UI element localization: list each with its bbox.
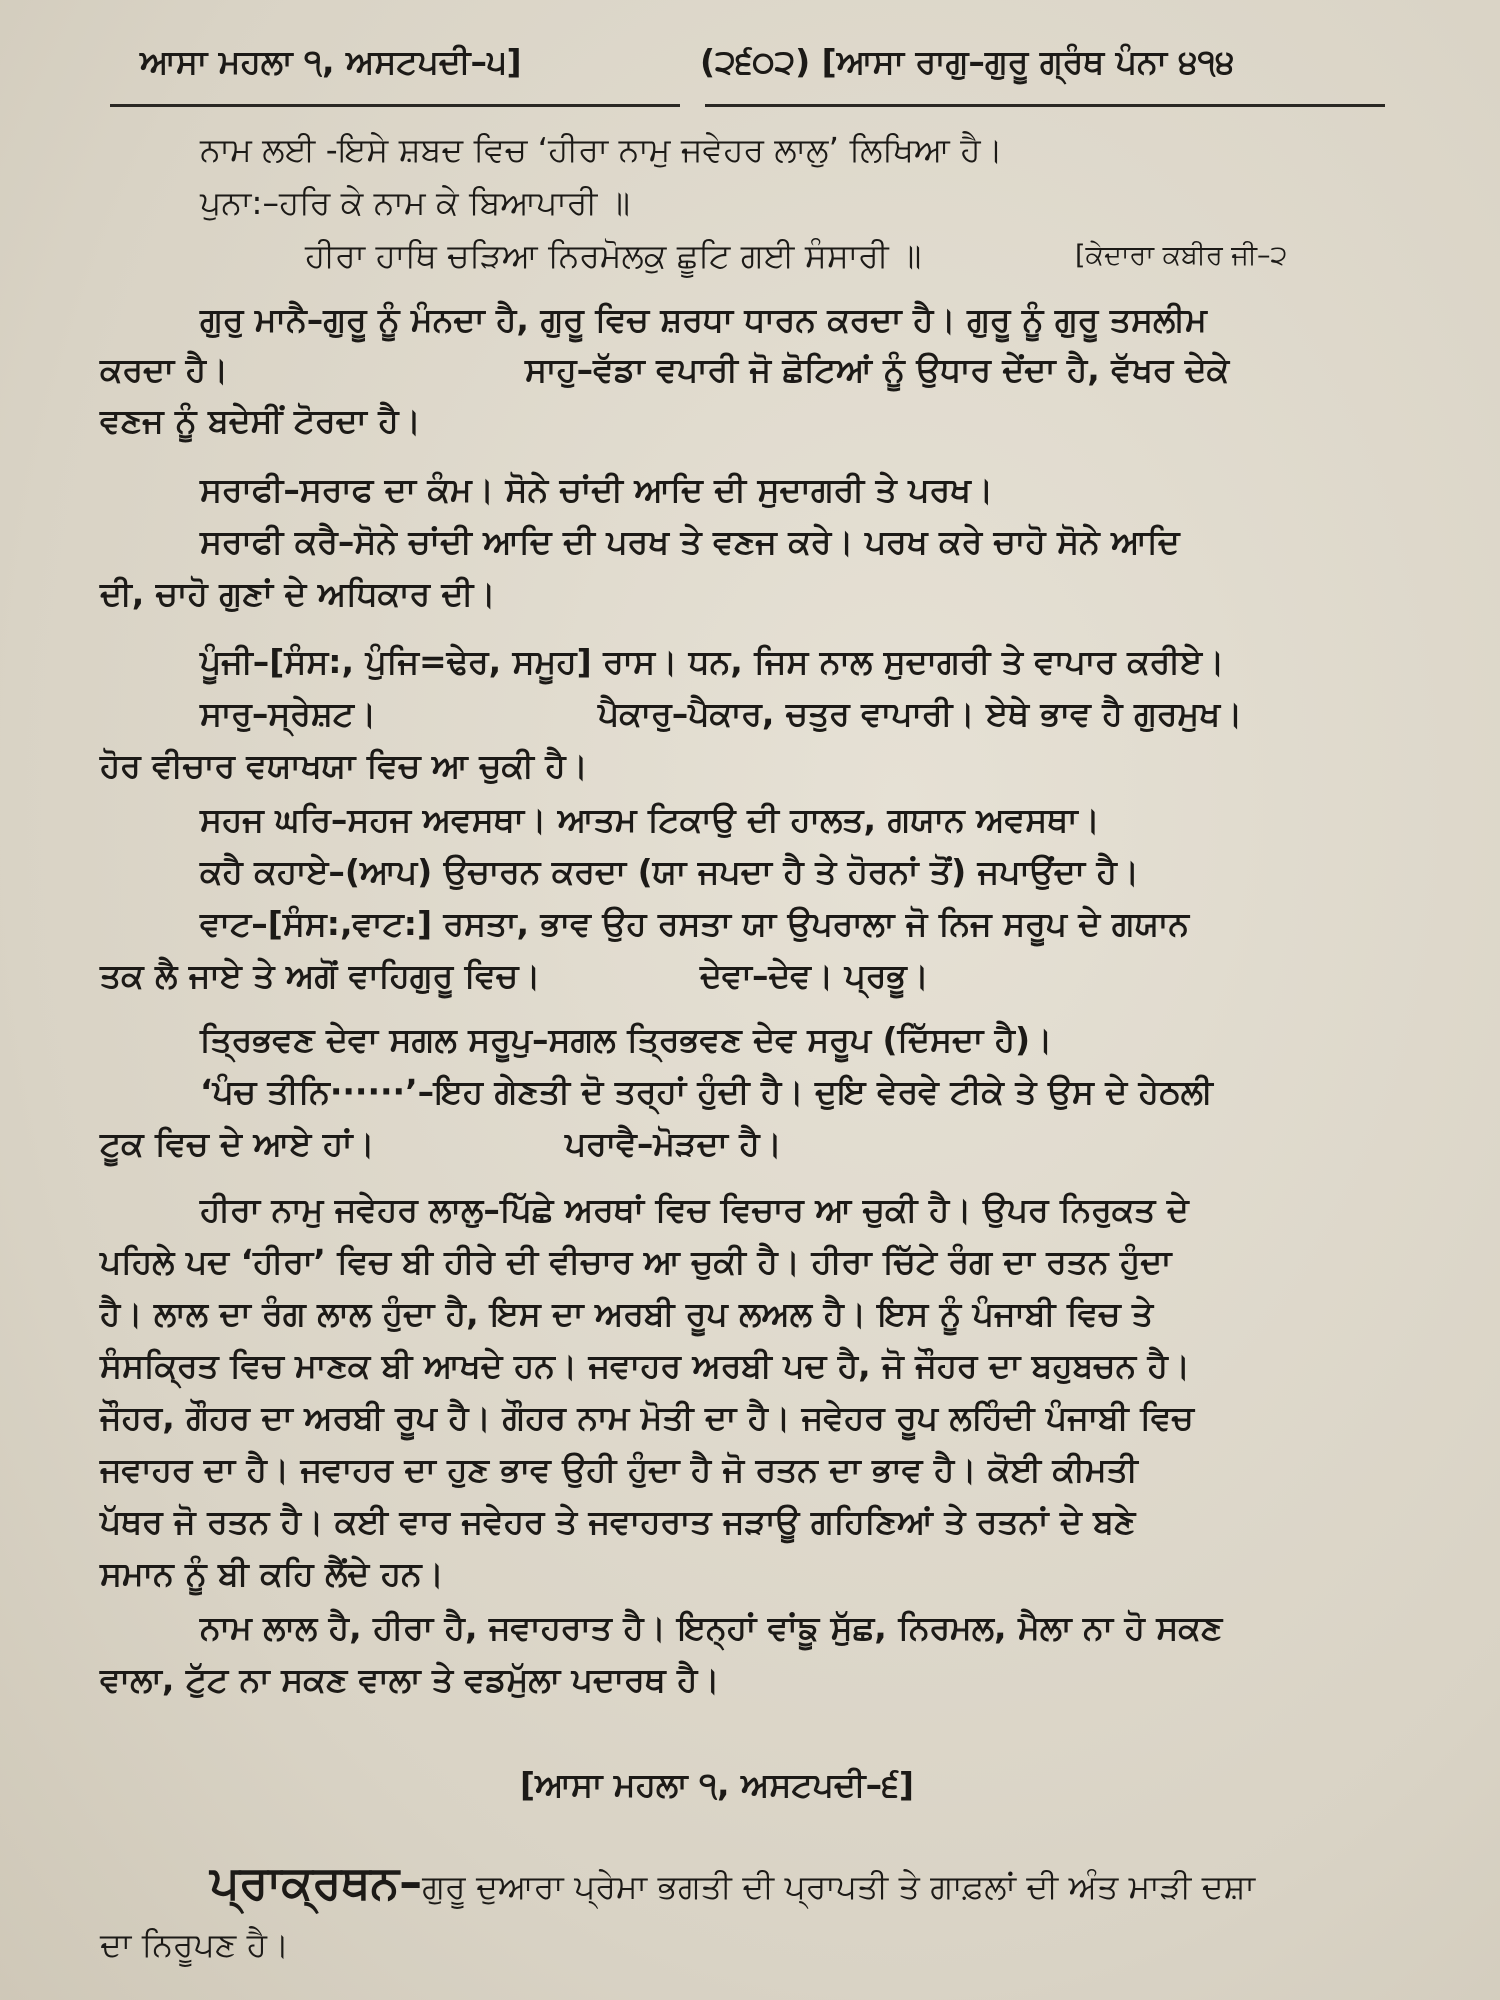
term-sahu: ਸਾਹੁ–ਵੱਡਾ ਵਪਾਰੀ ਜੋ ਛੋਟਿਆਂ ਨੂੰ ਉਧਾਰ ਦੇਂਦਾ ਹੈ, ਵੱਖਰ ਦੇਕੇ (525, 350, 1230, 389)
header-rule-left (110, 104, 680, 107)
term-saru: ਸਾਰੁ–ਸ੍ਰੇਸ਼ਟ। (200, 694, 377, 733)
term-tribhavan: ਤ੍ਰਿਭਵਣ ਦੇਵਾ ਸਗਲ ਸਰੂਪੁ–ਸਗਲ ਤ੍ਰਿਭਵਣ ਦੇਵ ਸਰੂਪ (ਦਿੱਸਦਾ ਹੈ)। (200, 1020, 1053, 1059)
term-paikaru: ਪੈਕਾਰੁ–ਪੈਕਾਰ, ਚਤੁਰ ਵਾਪਾਰੀ। ਏਥੇ ਭਾਵ ਹੈ ਗੁਰਮੁਖ। (598, 694, 1243, 733)
term-sarafi-karai: ਸਰਾਫੀ ਕਰੈ–ਸੋਨੇ ਚਾਂਦੀ ਆਦਿ ਦੀ ਪਰਖ ਤੇ ਵਣਜ ਕਰੇ। ਪਰਖ ਕਰੇ ਚਾਹੋ ਸੋਨੇ ਆਦਿ (200, 522, 1180, 561)
term-sarafi: ਸਰਾਫੀ–ਸਰਾਫ ਦਾ ਕੰਮ। ਸੋਨੇ ਚਾਂਦੀ ਆਦਿ ਦੀ ਸੁਦਾਗਰੀ ਤੇ ਪਰਖ। (200, 470, 994, 509)
text-line: ਹੈ। ਲਾਲ ਦਾ ਰੰਗ ਲਾਲ ਹੁੰਦਾ ਹੈ, ਇਸ ਦਾ ਅਰਬੀ ਰੂਪ ਲਅਲ ਹੈ। ਇਸ ਨੂੰ ਪੰਜਾਬੀ ਵਿਚ ਤੇ (100, 1294, 1154, 1333)
header-rule-right (705, 104, 1385, 107)
prakathan-text: ਗੁਰੂ ਦੁਆਰਾ ਪ੍ਰੇਮਾ ਭਗਤੀ ਦੀ ਪ੍ਰਾਪਤੀ ਤੇ ਗਾਫ਼ਲਾਂ ਦੀ ਅੰਤ ਮਾੜੀ ਦਸ਼ਾ (422, 1867, 1256, 1906)
text-line: ਜੌਹਰ, ਗੌਹਰ ਦਾ ਅਰਬੀ ਰੂਪ ਹੈ। ਗੌਹਰ ਨਾਮ ਮੋਤੀ ਦਾ ਹੈ। ਜਵੇਹਰ ਰੂਪ ਲਹਿੰਦੀ ਪੰਜਾਬੀ ਵਿਚ (100, 1398, 1194, 1437)
term-heera-naam: ਹੀਰਾ ਨਾਮੁ ਜਵੇਹਰ ਲਾਲੁ–ਪਿੱਛੇ ਅਰਥਾਂ ਵਿਚ ਵਿਚਾਰ ਆ ਚੁਕੀ ਹੈ। ਉਪਰ ਨਿਰੁਕਤ ਦੇ (200, 1190, 1189, 1229)
text-line: ਸਮਾਨ ਨੂੰ ਬੀ ਕਹਿ ਲੈਂਦੇ ਹਨ। (100, 1554, 444, 1593)
term-gur-manai: ਗੁਰੁ ਮਾਨੈ–ਗੁਰੂ ਨੂੰ ਮੰਨਦਾ ਹੈ, ਗੁਰੂ ਵਿਚ ਸ਼ਰਧਾ ਧਾਰਨ ਕਰਦਾ ਹੈ। ਗੁਰੂ ਨੂੰ ਗੁਰੂ ਤਸਲੀਮ (200, 300, 1207, 339)
verse-line: ਹੀਰਾ ਹਾਥਿ ਚੜਿਆ ਨਿਰਮੋਲਕੁ ਛੂਟਿ ਗਈ ਸੰਸਾਰੀ ॥ (305, 236, 922, 275)
term-punji: ਪੂੰਜੀ–[ਸੰਸ:, ਪੁੰਜਿ=ਢੇਰ, ਸਮੂਹ] ਰਾਸ। ਧਨ, ਜਿਸ ਨਾਲ ਸੁਦਾਗਰੀ ਤੇ ਵਾਪਾਰ ਕਰੀਏ। (200, 642, 1225, 681)
text-line: ਕਰਦਾ ਹੈ। (100, 350, 229, 389)
text-line: ਟੂਕ ਵਿਚ ਦੇ ਆਏ ਹਾਂ। (100, 1124, 375, 1163)
term-deva: ਦੇਵਾ–ਦੇਵ। ਪ੍ਰਭੂ। (700, 956, 929, 995)
term-paravai: ਪਰਾਵੈ–ਮੋੜਦਾ ਹੈ। (565, 1124, 782, 1163)
text-line: ਪੱਥਰ ਜੋ ਰਤਨ ਹੈ। ਕਈ ਵਾਰ ਜਵੇਹਰ ਤੇ ਜਵਾਹਰਾਤ ਜੜਾਊ ਗਹਿਣਿਆਂ ਤੇ ਰਤਨਾਂ ਦੇ ਬਣੇ (100, 1502, 1136, 1541)
text-line: ਜਵਾਹਰ ਦਾ ਹੈ। ਜਵਾਹਰ ਦਾ ਹੁਣ ਭਾਵ ਉਹੀ ਹੁੰਦਾ ਹੈ ਜੋ ਰਤਨ ਦਾ ਭਾਵ ਹੈ। ਕੋਈ ਕੀਮਤੀ (100, 1450, 1138, 1489)
text-line: ਤਕ ਲੈ ਜਾਏ ਤੇ ਅਗੋਂ ਵਾਹਿਗੁਰੂ ਵਿਚ। (100, 956, 541, 995)
text-line: ਵਣਜ ਨੂੰ ਬਦੇਸੀਂ ਟੋਰਦਾ ਹੈ। (100, 401, 421, 440)
text-line: ਪੁਨਾ:–ਹਰਿ ਕੇ ਨਾਮ ਕੇ ਬਿਆਪਾਰੀ ॥ (200, 183, 631, 222)
text-line: ਦੀ, ਚਾਹੋ ਗੁਣਾਂ ਦੇ ਅਧਿਕਾਰ ਦੀ। (100, 574, 496, 613)
prakathan-paragraph (210, 1852, 1255, 1917)
text-line: ਨਾਮ ਲਾਲ ਹੈ, ਹੀਰਾ ਹੈ, ਜਵਾਹਰਾਤ ਹੈ। ਇਨ੍ਹਾਂ ਵਾਂਙੂ ਸੁੱਛ, ਨਿਰਮਲ, ਮੈਲਾ ਨਾ ਹੋ ਸਕਣ (200, 1608, 1223, 1647)
term-vat: ਵਾਟ–[ਸੰਸ:,ਵਾਟ:] ਰਸਤਾ, ਭਾਵ ਉਹ ਰਸਤਾ ਯਾ ਉਪਰਾਲਾ ਜੋ ਨਿਜ ਸਰੂਪ ਦੇ ਗਯਾਨ (200, 904, 1190, 943)
text-line: ਪਹਿਲੇ ਪਦ ‘ਹੀਰਾ’ ਵਿਚ ਬੀ ਹੀਰੇ ਦੀ ਵੀਚਾਰ ਆ ਚੁਕੀ ਹੈ। ਹੀਰਾ ਚਿੱਟੇ ਰੰਗ ਦਾ ਰਤਨ ਹੁੰਦਾ (100, 1242, 1172, 1281)
text-line: ਸੰਸਕ੍ਰਿਤ ਵਿਚ ਮਾਣਕ ਬੀ ਆਖਦੇ ਹਨ। ਜਵਾਹਰ ਅਰਬੀ ਪਦ ਹੈ, ਜੋ ਜੌਹਰ ਦਾ ਬਹੁਬਚਨ ਹੈ। (100, 1346, 1191, 1385)
text-line: ਹੋਰ ਵੀਚਾਰ ਵਯਾਖਯਾ ਵਿਚ ਆ ਚੁਕੀ ਹੈ। (100, 746, 588, 785)
term-kahai-kahae: ਕਹੈ ਕਹਾਏ–(ਆਪ) ਉਚਾਰਨ ਕਰਦਾ (ਯਾ ਜਪਦਾ ਹੈ ਤੇ ਹੋਰਨਾਂ ਤੋਂ) ਜਪਾਉਂਦਾ ਹੈ। (200, 852, 1140, 891)
text-line: ਵਾਲਾ, ਟੁੱਟ ਨਾ ਸਕਣ ਵਾਲਾ ਤੇ ਵਡਮੁੱਲਾ ਪਦਾਰਥ ਹੈ। (100, 1660, 720, 1699)
verse-reference: [ਕੇਦਾਰਾ ਕਬੀਰ ਜੀ–੨ (1075, 240, 1288, 271)
prakathan-heading: ਪ੍ਰਾਕ੍ਰਥਨ– (210, 1855, 423, 1909)
running-header-right: (੨੬੦੨) [ਆਸਾ ਰਾਗੁ–ਗੁਰੂ ਗ੍ਰੰਥ ਪੰਨਾ ੪੧੪ (700, 42, 1235, 81)
term-sahaj-ghari: ਸਹਜ ਘਰਿ–ਸਹਜ ਅਵਸਥਾ। ਆਤਮ ਟਿਕਾਉ ਦੀ ਹਾਲਤ, ਗਯਾਨ ਅਵਸਥਾ। (200, 800, 1100, 839)
term-panch-teen: ‘ਪੰਚ ਤੀਨਿ······’–ਇਹ ਗੇਣਤੀ ਦੋ ਤਰ੍ਹਾਂ ਹੁੰਦੀ ਹੈ। ਦੁਇ ਵੇਰਵੇ ਟੀਕੇ ਤੇ ਉਸ ਦੇ ਹੇਠਲੀ (200, 1072, 1213, 1111)
text-line: ਦਾ ਨਿਰੂਪਣ ਹੈ। (100, 1925, 290, 1964)
section-title: [ਆਸਾ ਮਹਲਾ ੧, ਅਸਟਪਦੀ–੬] (520, 1765, 914, 1804)
running-header-left: ਆਸਾ ਮਹਲਾ ੧, ਅਸਟਪਦੀ–੫] (140, 42, 522, 81)
text-line: ਨਾਮ ਲਈ -ਇਸੇ ਸ਼ਬਦ ਵਿਚ ‘ਹੀਰਾ ਨਾਮੁ ਜਵੇਹਰ ਲਾਲੁ’ ਲਿਖਿਆ ਹੈ। (200, 130, 1003, 169)
